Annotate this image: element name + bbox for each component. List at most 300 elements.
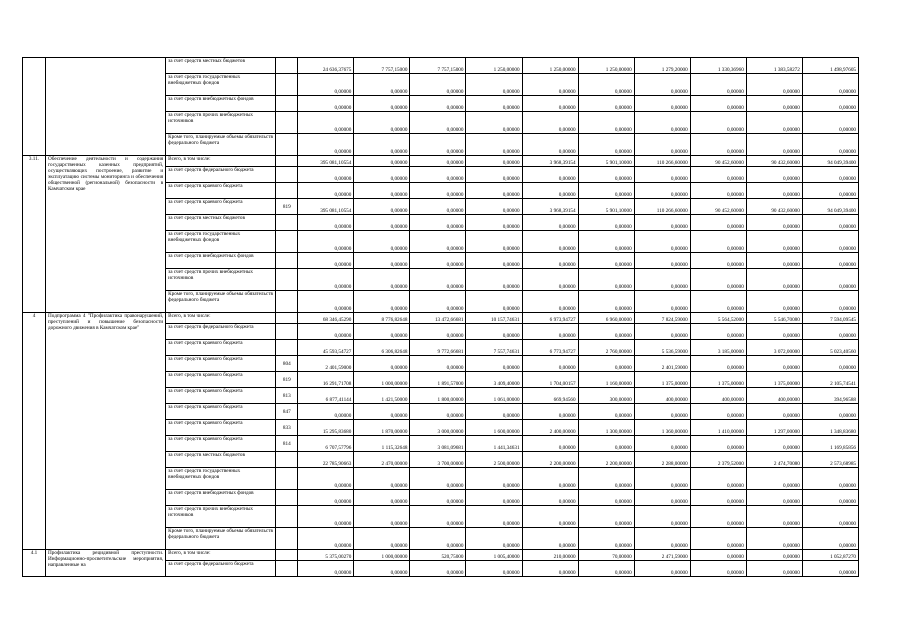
- amount-cell: 0,00000: [466, 167, 522, 183]
- amount-cell: 1 250,00000: [522, 58, 578, 74]
- amount-cell: 0,00000: [746, 183, 802, 199]
- amount-cell: 0,00000: [522, 324, 578, 340]
- funding-source-label: за счет средств федерального бюджета: [166, 167, 276, 183]
- amount-cell: 0,00000: [690, 291, 746, 313]
- budget-code: [276, 528, 298, 550]
- amount-cell: 0,00000: [802, 269, 858, 291]
- amount-cell: 0,00000: [410, 356, 466, 372]
- amount-cell: 0,00000: [354, 167, 410, 183]
- budget-code: [276, 134, 298, 156]
- funding-source-label: за счет средств внебюджетных фондов: [166, 96, 276, 112]
- budget-code: [276, 452, 298, 468]
- amount-cell: 0,00000: [578, 291, 634, 313]
- amount-cell: 0,00000: [746, 167, 802, 183]
- funding-source-label: за счет средств краевого бюджета: [166, 420, 276, 436]
- amount-cell: 0,00000: [578, 436, 634, 452]
- amount-cell: 0,00000: [802, 324, 858, 340]
- amount-cell: 2 474,70080: [746, 452, 802, 468]
- amount-cell: 0,00000: [634, 167, 690, 183]
- amount-cell: 0,00000: [522, 269, 578, 291]
- amount-cell: 0,00000: [522, 436, 578, 452]
- amount-cell: 0,00000: [690, 506, 746, 528]
- amount-cell: 0,00000: [410, 528, 466, 550]
- amount-cell: 0,00000: [578, 324, 634, 340]
- amount-cell: 0,00000: [298, 215, 354, 231]
- budget-code: [276, 313, 298, 324]
- amount-cell: 6 707,57796: [298, 436, 354, 452]
- amount-cell: 1 704,00157: [522, 372, 578, 388]
- amount-cell: 0,00000: [466, 468, 522, 490]
- amount-cell: 0,00000: [354, 112, 410, 134]
- amount-cell: 7 557,74631: [466, 340, 522, 356]
- funding-source-label: за счет средств государственных внебюджетных фондов: [166, 231, 276, 253]
- amount-cell: 1 375,00000: [746, 372, 802, 388]
- amount-cell: 0,00000: [410, 96, 466, 112]
- amount-cell: 0,00000: [802, 404, 858, 420]
- amount-cell: 0,00000: [410, 167, 466, 183]
- amount-cell: 0,00000: [746, 74, 802, 96]
- item-description: Подпрограмма 4 "Профилактика правонарушений, преступлений и повышение безопасности дорожного движения в Камчатском крае": [46, 313, 166, 550]
- funding-source-label: за счет средств краевого бюджета: [166, 340, 276, 356]
- amount-cell: 520,75000: [410, 550, 466, 561]
- amount-cell: 0,00000: [522, 231, 578, 253]
- amount-cell: 0,00000: [354, 215, 410, 231]
- amount-cell: 1 600,00000: [466, 420, 522, 436]
- amount-cell: 2 760,00000: [578, 340, 634, 356]
- amount-cell: 0,00000: [410, 156, 466, 167]
- amount-cell: 0,00000: [802, 490, 858, 506]
- amount-cell: 10 157,74631: [466, 313, 522, 324]
- amount-cell: 1 052,87270: [802, 550, 858, 561]
- amount-cell: 0,00000: [746, 506, 802, 528]
- amount-cell: 0,00000: [298, 324, 354, 340]
- amount-cell: 0,00000: [578, 96, 634, 112]
- amount-cell: 0,00000: [690, 96, 746, 112]
- amount-cell: 0,00000: [466, 561, 522, 577]
- amount-cell: 0,00000: [634, 183, 690, 199]
- funding-source-label: за счет средств местных бюджетов: [166, 58, 276, 74]
- amount-cell: 0,00000: [802, 134, 858, 156]
- amount-cell: 0,00000: [298, 134, 354, 156]
- funding-source-label: Всего, в том числе:: [166, 550, 276, 561]
- amount-cell: 16 291,71708: [298, 372, 354, 388]
- budget-code: [276, 96, 298, 112]
- budget-code: [276, 506, 298, 528]
- amount-cell: 1 061,00000: [466, 388, 522, 404]
- amount-cell: 300,00000: [578, 388, 634, 404]
- amount-cell: 0,00000: [690, 134, 746, 156]
- amount-cell: 5 536,59000: [634, 340, 690, 356]
- amount-cell: 0,00000: [802, 528, 858, 550]
- budget-code: [276, 215, 298, 231]
- amount-cell: 0,00000: [578, 490, 634, 506]
- amount-cell: 0,00000: [578, 215, 634, 231]
- funding-source-label: Кроме того, планируемые объемы обязательств федерального бюджета: [166, 528, 276, 550]
- budget-code: [276, 324, 298, 340]
- amount-cell: 0,00000: [354, 134, 410, 156]
- budget-code: 813: [276, 388, 298, 404]
- table-row: [23, 550, 859, 561]
- amount-cell: 0,00000: [522, 506, 578, 528]
- amount-cell: 0,00000: [746, 561, 802, 577]
- budget-code: [276, 167, 298, 183]
- amount-cell: 0,00000: [410, 231, 466, 253]
- amount-cell: 5 564,52000: [690, 313, 746, 324]
- amount-cell: 0,00000: [746, 253, 802, 269]
- item-number: [23, 58, 46, 156]
- amount-cell: 2 401,59000: [298, 356, 354, 372]
- amount-cell: 94 049,39400: [802, 199, 858, 215]
- amount-cell: 0,00000: [410, 490, 466, 506]
- amount-cell: 7 757,15000: [354, 58, 410, 74]
- budget-code: 814: [276, 436, 298, 452]
- amount-cell: 0,00000: [466, 269, 522, 291]
- amount-cell: 0,00000: [746, 96, 802, 112]
- funding-source-label: за счет средств местных бюджетов: [166, 215, 276, 231]
- amount-cell: 5 546,70080: [746, 313, 802, 324]
- amount-cell: 0,00000: [690, 215, 746, 231]
- budget-code: [276, 156, 298, 167]
- amount-cell: 0,00000: [802, 356, 858, 372]
- amount-cell: 0,00000: [746, 356, 802, 372]
- amount-cell: 0,00000: [466, 183, 522, 199]
- amount-cell: 0,00000: [746, 291, 802, 313]
- amount-cell: 0,00000: [578, 112, 634, 134]
- amount-cell: 0,00000: [354, 74, 410, 96]
- amount-cell: 1 800,00000: [410, 388, 466, 404]
- amount-cell: 0,00000: [746, 436, 802, 452]
- amount-cell: 0,00000: [746, 231, 802, 253]
- amount-cell: 0,00000: [802, 253, 858, 269]
- amount-cell: 0,00000: [578, 231, 634, 253]
- amount-cell: 0,00000: [802, 96, 858, 112]
- amount-cell: 0,00000: [410, 404, 466, 420]
- amount-cell: 5 901,10000: [578, 156, 634, 167]
- funding-source-label: за счет средств прочих внебюджетных источников: [166, 112, 276, 134]
- amount-cell: 2 288,00000: [634, 452, 690, 468]
- amount-cell: 0,00000: [298, 231, 354, 253]
- funding-source-label: за счет средств краевого бюджета: [166, 404, 276, 420]
- amount-cell: 13 472,66681: [410, 313, 466, 324]
- amount-cell: 0,00000: [354, 199, 410, 215]
- amount-cell: 0,00000: [466, 112, 522, 134]
- funding-source-label: за счет средств прочих внебюджетных источников: [166, 269, 276, 291]
- amount-cell: 2 400,00000: [522, 420, 578, 436]
- table-row: [23, 156, 859, 167]
- amount-cell: 0,00000: [634, 231, 690, 253]
- amount-cell: 3 000,00000: [410, 420, 466, 436]
- amount-cell: 22 785,90663: [298, 452, 354, 468]
- amount-cell: 0,00000: [354, 561, 410, 577]
- amount-cell: 0,00000: [410, 74, 466, 96]
- budget-code: [276, 490, 298, 506]
- budget-code: 847: [276, 404, 298, 420]
- amount-cell: 395 081,10554: [298, 156, 354, 167]
- amount-cell: 0,00000: [410, 199, 466, 215]
- funding-source-label: за счет средств федерального бюджета: [166, 561, 276, 577]
- amount-cell: 0,00000: [746, 404, 802, 420]
- amount-cell: 1 250,00000: [578, 58, 634, 74]
- budget-code: 833: [276, 420, 298, 436]
- amount-cell: 0,00000: [410, 253, 466, 269]
- amount-cell: 1 498,97605: [802, 58, 858, 74]
- amount-cell: 110 266,60000: [634, 156, 690, 167]
- amount-cell: 1 441,34631: [466, 436, 522, 452]
- amount-cell: 0,00000: [354, 404, 410, 420]
- table-row: [23, 313, 859, 324]
- amount-cell: 0,00000: [690, 253, 746, 269]
- budget-code: [276, 112, 298, 134]
- amount-cell: 94 049,39400: [802, 156, 858, 167]
- amount-cell: 0,00000: [634, 269, 690, 291]
- funding-source-label: за счет средств краевого бюджета: [166, 372, 276, 388]
- amount-cell: 0,00000: [690, 324, 746, 340]
- amount-cell: 0,00000: [298, 490, 354, 506]
- amount-cell: 0,00000: [354, 156, 410, 167]
- amount-cell: 0,00000: [634, 506, 690, 528]
- amount-cell: 1 870,00000: [354, 420, 410, 436]
- amount-cell: 3 081,09681: [410, 436, 466, 452]
- amount-cell: 1 348,83680: [802, 420, 858, 436]
- amount-cell: 0,00000: [298, 291, 354, 313]
- amount-cell: 0,00000: [466, 231, 522, 253]
- funding-source-label: за счет средств федерального бюджета: [166, 324, 276, 340]
- amount-cell: 400,00000: [690, 388, 746, 404]
- amount-cell: 0,00000: [802, 74, 858, 96]
- budget-code: 804: [276, 356, 298, 372]
- amount-cell: 0,00000: [298, 183, 354, 199]
- amount-cell: 400,00000: [746, 388, 802, 404]
- amount-cell: 90 452,60000: [690, 199, 746, 215]
- budget-table-sheet: [22, 57, 859, 577]
- amount-cell: 395 081,10554: [298, 199, 354, 215]
- amount-cell: 0,00000: [634, 468, 690, 490]
- funding-source-label: Кроме того, планируемые объемы обязательств федерального бюджета: [166, 291, 276, 313]
- budget-table: [22, 57, 859, 577]
- amount-cell: 0,00000: [298, 253, 354, 269]
- amount-cell: 0,00000: [690, 112, 746, 134]
- amount-cell: 0,00000: [410, 215, 466, 231]
- amount-cell: 0,00000: [690, 550, 746, 561]
- amount-cell: 1 005,40000: [466, 550, 522, 561]
- amount-cell: 0,00000: [690, 356, 746, 372]
- amount-cell: 1 375,00000: [634, 372, 690, 388]
- funding-source-label: за счет средств краевого бюджета: [166, 356, 276, 372]
- item-number: 3.11.: [23, 156, 46, 313]
- amount-cell: 0,00000: [522, 183, 578, 199]
- amount-cell: 0,00000: [578, 528, 634, 550]
- amount-cell: 0,00000: [690, 490, 746, 506]
- amount-cell: 0,00000: [466, 356, 522, 372]
- amount-cell: 0,00000: [466, 404, 522, 420]
- amount-cell: 0,00000: [690, 561, 746, 577]
- funding-source-label: за счет средств местных бюджетов: [166, 452, 276, 468]
- amount-cell: 0,00000: [522, 468, 578, 490]
- funding-source-label: за счет средств внебюджетных фондов: [166, 253, 276, 269]
- item-number: 4.1: [23, 550, 46, 577]
- amount-cell: 0,00000: [578, 468, 634, 490]
- amount-cell: 0,00000: [690, 404, 746, 420]
- amount-cell: 0,00000: [466, 134, 522, 156]
- amount-cell: 1 297,00000: [746, 420, 802, 436]
- amount-cell: 0,00000: [354, 528, 410, 550]
- amount-cell: 2 200,00000: [578, 452, 634, 468]
- amount-cell: 1 891,57000: [410, 372, 466, 388]
- amount-cell: 8 776,82648: [354, 313, 410, 324]
- amount-cell: 0,00000: [746, 269, 802, 291]
- amount-cell: 7 594,09545: [802, 313, 858, 324]
- amount-cell: 0,00000: [578, 356, 634, 372]
- amount-cell: 0,00000: [634, 528, 690, 550]
- amount-cell: 2 379,52000: [690, 452, 746, 468]
- amount-cell: 7 757,15000: [410, 58, 466, 74]
- amount-cell: 0,00000: [802, 183, 858, 199]
- amount-cell: 1 410,00000: [690, 420, 746, 436]
- amount-cell: 0,00000: [410, 291, 466, 313]
- amount-cell: 0,00000: [522, 404, 578, 420]
- amount-cell: 0,00000: [410, 134, 466, 156]
- amount-cell: 6 877,41144: [298, 388, 354, 404]
- amount-cell: 0,00000: [690, 436, 746, 452]
- item-description: [46, 58, 166, 156]
- amount-cell: 0,00000: [634, 436, 690, 452]
- amount-cell: 6 306,82648: [354, 340, 410, 356]
- amount-cell: 0,00000: [746, 215, 802, 231]
- budget-code: [276, 269, 298, 291]
- budget-code: [276, 291, 298, 313]
- funding-source-label: за счет средств краевого бюджета: [166, 436, 276, 452]
- amount-cell: 5 023,40560: [802, 340, 858, 356]
- amount-cell: 0,00000: [466, 156, 522, 167]
- amount-cell: 0,00000: [578, 506, 634, 528]
- amount-cell: 0,00000: [298, 269, 354, 291]
- amount-cell: 1 330,36960: [690, 58, 746, 74]
- amount-cell: 3 968,39154: [522, 199, 578, 215]
- amount-cell: 0,00000: [354, 490, 410, 506]
- amount-cell: 0,00000: [802, 215, 858, 231]
- amount-cell: 1 000,00000: [354, 372, 410, 388]
- amount-cell: 0,00000: [410, 506, 466, 528]
- item-number: 4: [23, 313, 46, 550]
- amount-cell: 9 772,66681: [410, 340, 466, 356]
- amount-cell: 2 200,00000: [522, 452, 578, 468]
- amount-cell: 0,00000: [410, 112, 466, 134]
- amount-cell: 0,00000: [354, 506, 410, 528]
- amount-cell: 394,96588: [802, 388, 858, 404]
- amount-cell: 1 115,32648: [354, 436, 410, 452]
- amount-cell: 2 470,00000: [354, 452, 410, 468]
- amount-cell: 0,00000: [410, 269, 466, 291]
- amount-cell: 0,00000: [746, 468, 802, 490]
- amount-cell: 0,00000: [522, 253, 578, 269]
- budget-code: [276, 58, 298, 74]
- amount-cell: 0,00000: [354, 96, 410, 112]
- amount-cell: 0,00000: [634, 215, 690, 231]
- amount-cell: 0,00000: [802, 291, 858, 313]
- amount-cell: 0,00000: [578, 253, 634, 269]
- amount-cell: 0,00000: [634, 490, 690, 506]
- amount-cell: 0,00000: [634, 324, 690, 340]
- amount-cell: 0,00000: [634, 96, 690, 112]
- amount-cell: 0,00000: [354, 468, 410, 490]
- amount-cell: 0,00000: [298, 404, 354, 420]
- amount-cell: 0,00000: [746, 112, 802, 134]
- funding-source-label: за счет средств краевого бюджета: [166, 183, 276, 199]
- funding-source-label: за счет средств краевого бюджета: [166, 388, 276, 404]
- amount-cell: 0,00000: [578, 134, 634, 156]
- funding-source-label: за счет средств краевого бюджета: [166, 199, 276, 215]
- amount-cell: 0,00000: [578, 404, 634, 420]
- amount-cell: 5 901,10000: [578, 199, 634, 215]
- amount-cell: 210,00000: [522, 550, 578, 561]
- amount-cell: 0,00000: [522, 134, 578, 156]
- funding-source-label: за счет средств внебюджетных фондов: [166, 490, 276, 506]
- amount-cell: 6 773,94727: [522, 340, 578, 356]
- amount-cell: 0,00000: [298, 167, 354, 183]
- funding-source-label: за счет средств прочих внебюджетных источников: [166, 506, 276, 528]
- amount-cell: 24 636,37675: [298, 58, 354, 74]
- amount-cell: 0,00000: [410, 324, 466, 340]
- funding-source-label: Кроме того, планируемые объемы обязательств федерального бюджета: [166, 134, 276, 156]
- amount-cell: 0,00000: [466, 74, 522, 96]
- amount-cell: 0,00000: [466, 490, 522, 506]
- amount-cell: 90 432,60000: [746, 199, 802, 215]
- amount-cell: 3 185,00000: [690, 340, 746, 356]
- amount-cell: 0,00000: [298, 468, 354, 490]
- amount-cell: 3 409,40000: [466, 372, 522, 388]
- amount-cell: 0,00000: [746, 528, 802, 550]
- amount-cell: 0,00000: [522, 215, 578, 231]
- amount-cell: 0,00000: [522, 167, 578, 183]
- budget-code: [276, 550, 298, 561]
- amount-cell: 0,00000: [802, 468, 858, 490]
- amount-cell: 1 421,50000: [354, 388, 410, 404]
- budget-code: [276, 468, 298, 490]
- amount-cell: 0,00000: [354, 269, 410, 291]
- amount-cell: 0,00000: [802, 167, 858, 183]
- budget-code: [276, 253, 298, 269]
- amount-cell: 6 973,94727: [522, 313, 578, 324]
- budget-code: [276, 561, 298, 577]
- amount-cell: 0,00000: [298, 561, 354, 577]
- amount-cell: 0,00000: [410, 183, 466, 199]
- funding-source-label: за счет средств государственных внебюджетных фондов: [166, 468, 276, 490]
- amount-cell: 0,00000: [690, 468, 746, 490]
- amount-cell: 400,00000: [634, 388, 690, 404]
- budget-code: 819: [276, 199, 298, 215]
- amount-cell: 0,00000: [298, 528, 354, 550]
- amount-cell: 0,00000: [634, 253, 690, 269]
- funding-source-label: Всего, в том числе:: [166, 156, 276, 167]
- amount-cell: 2 500,00000: [466, 452, 522, 468]
- amount-cell: 3 072,00000: [746, 340, 802, 356]
- amount-cell: 0,00000: [522, 112, 578, 134]
- amount-cell: 2 401,59000: [634, 356, 690, 372]
- amount-cell: 0,00000: [690, 269, 746, 291]
- budget-code: [276, 74, 298, 96]
- amount-cell: 0,00000: [354, 231, 410, 253]
- amount-cell: 0,00000: [466, 215, 522, 231]
- amount-cell: 1 160,00000: [578, 372, 634, 388]
- amount-cell: 90 452,60000: [690, 156, 746, 167]
- amount-cell: 70,00000: [578, 550, 634, 561]
- amount-cell: 0,00000: [634, 134, 690, 156]
- amount-cell: 0,00000: [354, 356, 410, 372]
- amount-cell: 0,00000: [690, 167, 746, 183]
- amount-cell: 0,00000: [690, 528, 746, 550]
- amount-cell: 68 346,45290: [298, 313, 354, 324]
- amount-cell: 0,00000: [298, 506, 354, 528]
